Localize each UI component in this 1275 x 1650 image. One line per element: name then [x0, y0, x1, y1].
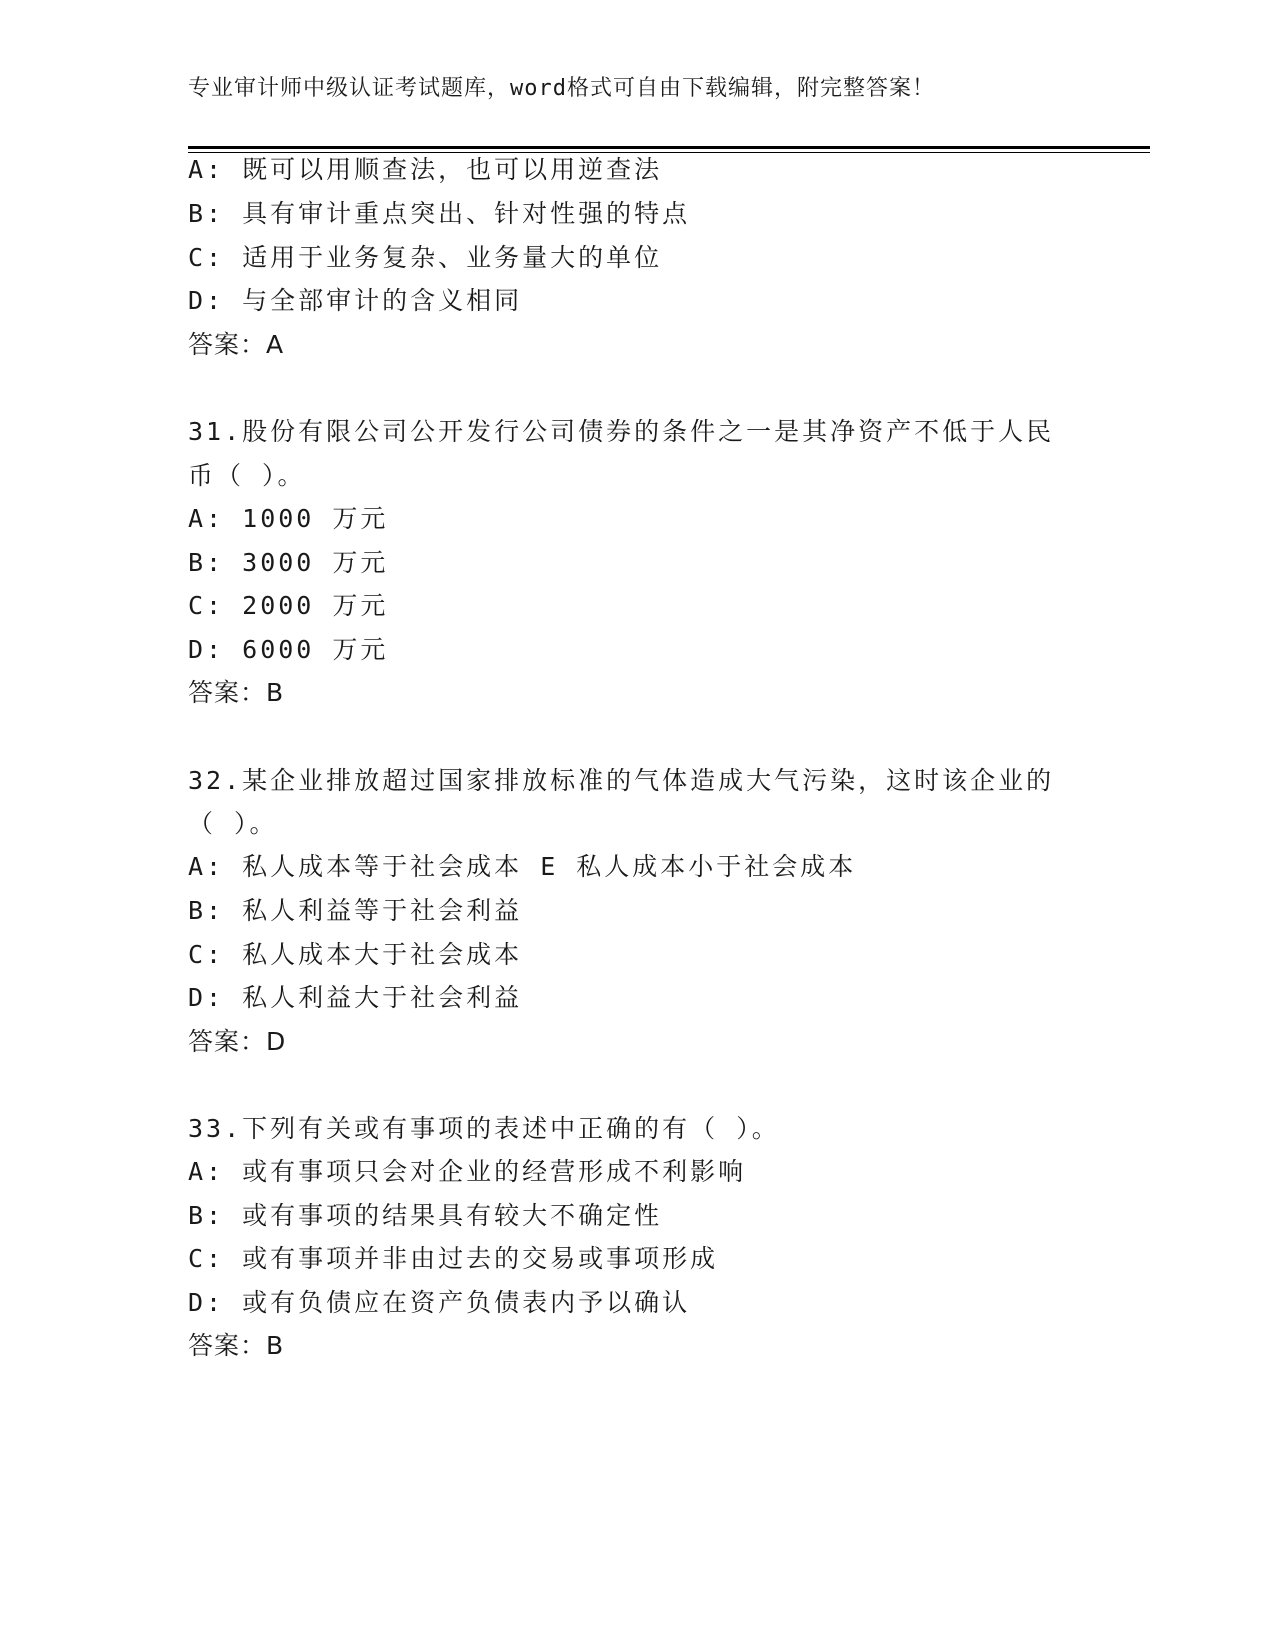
q32-stem: 32.某企业排放超过国家排放标准的气体造成大气污染，这时该企业的 — [188, 766, 1055, 795]
q31-stem: 31.股份有限公司公开发行公司债券的条件之一是其净资产不低于人民 — [188, 417, 1055, 446]
q31-answer: 答案：B — [188, 678, 285, 707]
q31-option-d: D: 6000 万元 — [188, 635, 389, 664]
q33-stem: 33.下列有关或有事项的表述中正确的有（ ）。 — [188, 1114, 780, 1143]
q31-stem-cont: 币（ ）。 — [188, 461, 306, 490]
header-divider — [188, 146, 1150, 149]
q31-option-a: A: 1000 万元 — [188, 504, 389, 533]
q32-option-b: B: 私人利益等于社会利益 — [188, 896, 523, 925]
q32-option-a: A: 私人成本等于社会成本 E 私人成本小于社会成本 — [188, 852, 857, 881]
q30-option-d: D: 与全部审计的含义相同 — [188, 286, 523, 315]
q31-option-c: C: 2000 万元 — [188, 591, 389, 620]
q33-option-d: D: 或有负债应在资产负债表内予以确认 — [188, 1288, 691, 1317]
q30-option-b: B: 具有审计重点突出、针对性强的特点 — [188, 199, 691, 228]
q30-answer: 答案：A — [188, 330, 285, 359]
q33-option-a: A: 或有事项只会对企业的经营形成不利影响 — [188, 1157, 747, 1186]
q33-option-b: B: 或有事项的结果具有较大不确定性 — [188, 1201, 663, 1230]
q32-option-c: C: 私人成本大于社会成本 — [188, 940, 523, 969]
q31-option-b: B: 3000 万元 — [188, 548, 389, 577]
q32-option-d: D: 私人利益大于社会利益 — [188, 983, 523, 1012]
q33-answer: 答案：B — [188, 1331, 285, 1360]
page-header: 专业审计师中级认证考试题库，word格式可自由下载编辑，附完整答案！ — [188, 76, 935, 101]
q32-stem-cont: （ ）。 — [188, 809, 278, 838]
q32-answer: 答案：D — [188, 1027, 287, 1056]
q33-option-c: C: 或有事项并非由过去的交易或事项形成 — [188, 1244, 719, 1273]
q30-option-c: C: 适用于业务复杂、业务量大的单位 — [188, 243, 663, 272]
q30-option-a: A: 既可以用顺查法，也可以用逆查法 — [188, 155, 663, 184]
